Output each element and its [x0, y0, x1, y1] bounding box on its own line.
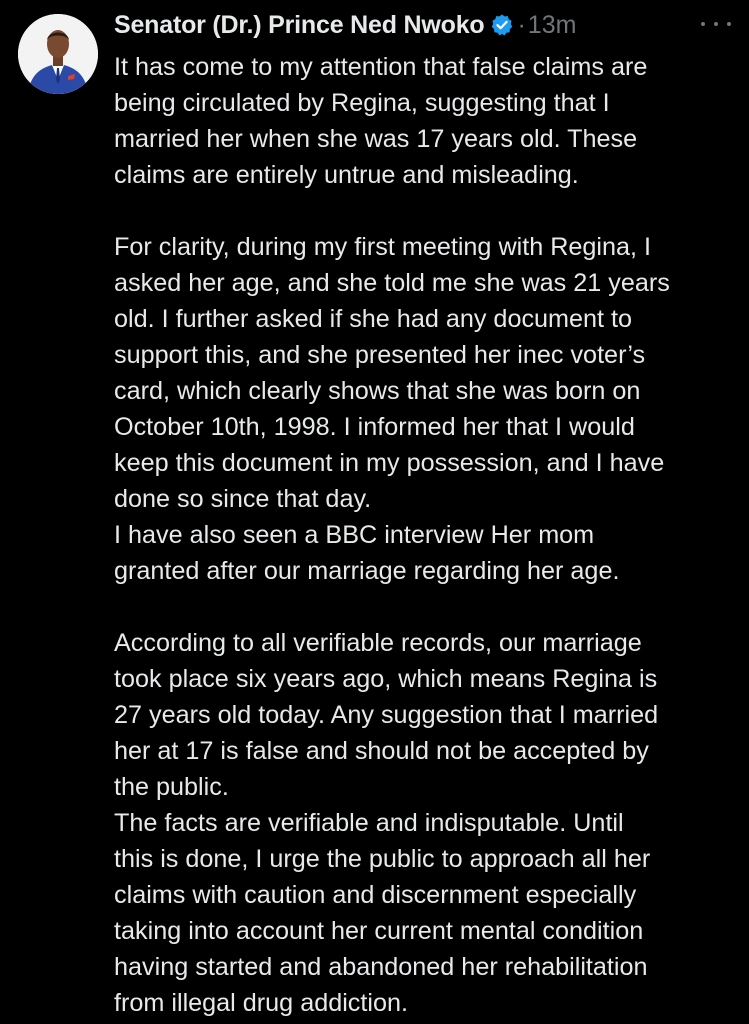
tweet-text-line: claims with caution and discernment especially	[114, 881, 637, 909]
more-dot	[714, 22, 718, 26]
tweet-text	[114, 49, 734, 1021]
tweet-text-line: the public.	[114, 773, 229, 801]
tweet-text-line: support this, and she presented her inec voter’s	[114, 341, 646, 369]
author-name[interactable]: Senator (Dr.) Prince Ned Nwoko	[114, 10, 485, 39]
tweet-text-line: her at 17 is false and should not be accepted by	[114, 737, 649, 765]
tweet-text-line: The facts are verifiable and indisputable. Until	[114, 809, 624, 837]
tweet-text-line: For clarity, during my first meeting with Regina, I	[114, 233, 652, 261]
tweet-text-line: It has come to my attention that false claims are	[114, 53, 648, 81]
tweet-text-line: claims are entirely untrue and misleading.	[114, 161, 579, 189]
tweet-text-line: October 10th, 1998. I informed her that I would	[114, 413, 635, 441]
tweet-text-line: having started and abandoned her rehabilitation	[114, 953, 648, 981]
tweet-text-line: done so since that day.	[114, 485, 372, 513]
tweet-text-line: from illegal drug addiction.	[114, 989, 409, 1017]
tweet-text-line: According to all verifiable records, our marriage	[114, 629, 642, 657]
timestamp[interactable]: 13m	[527, 10, 577, 39]
tweet-text-line: being circulated by Regina, suggesting that I	[114, 89, 610, 117]
more-dot	[727, 22, 731, 26]
avatar-image	[18, 14, 98, 94]
tweet-text-line: I have also seen a BBC interview Her mom	[114, 521, 595, 549]
tweet-text-line: card, which clearly shows that she was born on	[114, 377, 641, 405]
tweet-text-line: 27 years old today. Any suggestion that I married	[114, 701, 659, 729]
paragraph-break	[114, 589, 734, 625]
more-options-icon[interactable]	[701, 14, 731, 34]
tweet-text-line: this is done, I urge the public to approach all her	[114, 845, 651, 873]
separator-dot: ·	[517, 10, 526, 39]
tweet-header	[114, 6, 576, 44]
verified-badge-icon	[490, 13, 514, 37]
tweet-text-line: asked her age, and she told me she was 21 years	[114, 269, 670, 297]
tweet-text-line: married her when she was 17 years old. These	[114, 125, 638, 153]
tweet-text-line: old. I further asked if she had any document to	[114, 305, 633, 333]
avatar[interactable]	[18, 14, 98, 94]
paragraph-break	[114, 193, 734, 229]
tweet-text-line: keep this document in my possession, and I have	[114, 449, 665, 477]
more-dot	[701, 22, 705, 26]
tweet-text-line: granted after our marriage regarding her age.	[114, 557, 620, 585]
tweet-text-line: took place six years ago, which means Regina is	[114, 665, 658, 693]
tweet-text-line: taking into account her current mental condition	[114, 917, 644, 945]
